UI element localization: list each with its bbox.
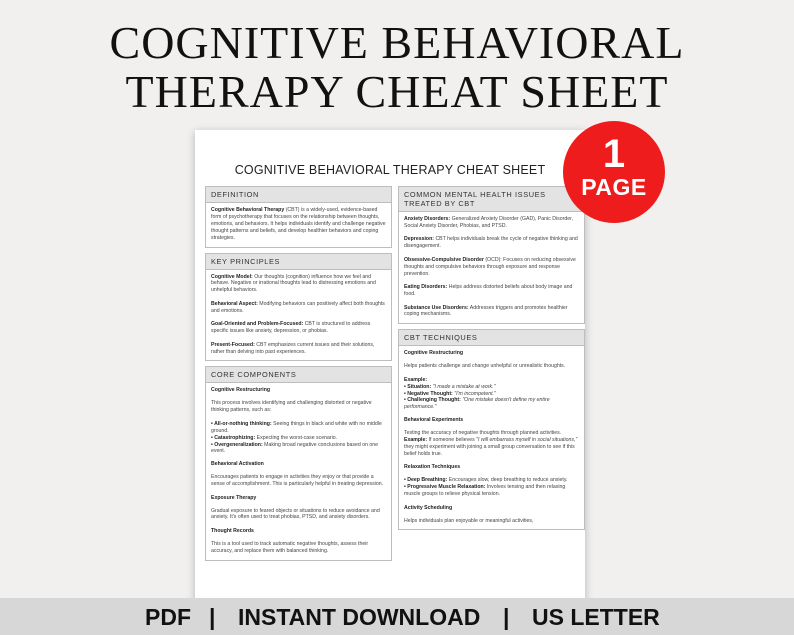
left-column [205, 186, 392, 566]
tech-cr-text: Helps patients challenge and change unhelpful or unrealistic thoughts. [404, 363, 566, 370]
principle-item: Present-Focused: CBT emphasizes current issues and their solutions, rather than delving into past experiences. [211, 341, 375, 355]
tech-as-text: Helps individuals plan enjoyable or meaningful activities, [404, 517, 534, 524]
badge-word: PAGE [581, 174, 647, 200]
core-et-title: Exposure Therapy [211, 494, 257, 501]
us-letter-label: US LETTER [532, 604, 660, 630]
format-pdf-label: PDF [145, 604, 191, 630]
separator: | [209, 604, 216, 630]
core-cr-text: This process involves identifying and challenging distorted or negative thinking patterns, such as: [211, 400, 372, 414]
bottom-banner [0, 598, 794, 635]
core-components-header: CORE COMPONENTS [206, 367, 391, 383]
core-bullet: • Catastrophizing: Expecting the worst-case scenario. [211, 434, 338, 441]
tech-be-title: Behavioral Experiments [404, 417, 464, 424]
definition-header: DEFINITION [206, 187, 391, 203]
tech-be-example: Example: If someone believes "I will embarrass myself in social situations," they might experiment with joining a small group conversation to see if this belief holds true. [404, 437, 578, 457]
techniques-box [398, 329, 585, 530]
principle-item: Behavioral Aspect: Modifying behaviors can positively affect both thoughts and emotions. [211, 300, 385, 314]
issues-box [398, 186, 585, 324]
tech-example-label: Example: [404, 376, 428, 383]
core-components-box [205, 366, 392, 560]
instant-download-label: INSTANT DOWNLOAD [238, 604, 481, 630]
core-ba-title: Behavioral Activation [211, 461, 264, 468]
core-et-text: Gradual exposure to feared objects or situations to reduce avoidance and anxiety. It's often used to treat phobias, PTSD, and anxiety disorders. [211, 507, 380, 521]
right-column [398, 186, 585, 535]
core-bullet: • All-or-nothing thinking: Seeing things in black and white with no middle ground. [211, 420, 382, 434]
tech-cr-title: Cognitive Restructuring [404, 350, 464, 357]
tech-as-title: Activity Scheduling [404, 504, 453, 511]
key-principles-box [205, 253, 392, 362]
tech-challenging: • Challenging Thought: "One mistake doesn't define my entire performance." [404, 397, 550, 411]
badge-number: 1 [602, 132, 626, 176]
sheet-title: COGNITIVE BEHAVIORAL THERAPY CHEAT SHEET [234, 163, 546, 177]
definition-text: Cognitive Behavioral Therapy (CBT) is a widely-used, evidence-based form of psychotherapy that focuses on the relationship between thoughts, emotions, and behaviors. It helps individuals identify and challenge negative thought patterns and beliefs, and develop healthier behaviors and coping strategies. [211, 207, 386, 241]
issues-header: COMMON MENTAL HEALTH ISSUES TREATED BY CBT [399, 187, 584, 212]
tech-deep-breathing: • Deep Breathing: Encourages slow, deep breathing to reduce anxiety. [404, 477, 568, 484]
techniques-header: CBT TECHNIQUES [399, 330, 584, 346]
tech-be-text: Testing the accuracy of negative thoughts through planned activities. [404, 430, 562, 437]
issue-item: Obsessive-Compulsive Disorder (OCD): Focuses on reducing obsessive thoughts and compulsive behaviors through exposure and response prevention. [404, 256, 576, 277]
hero-title-line2: THERAPY CHEAT SHEET [125, 66, 669, 117]
tech-rt-title: Relaxation Techniques [404, 464, 461, 471]
tech-negative: • Negative Thought: "I'm incompetent." [404, 390, 496, 397]
issue-item: Anxiety Disorders: Generalized Anxiety Disorder (GAD), Panic Disorder, Social Anxiety Disorder, Phobias, and PTSD. [404, 216, 573, 229]
issue-item: Depression: CBT helps individuals break the cycle of negative thinking and disengagement. [404, 236, 578, 250]
definition-box [205, 186, 392, 248]
tech-pmr: • Progressive Muscle Relaxation: Involves tensing and then relaxing muscle groups to relieve physical tension. [404, 484, 566, 498]
issue-item: Eating Disorders: Helps address distorted beliefs about body image and food. [404, 284, 573, 298]
key-principles-header: KEY PRINCIPLES [206, 254, 391, 270]
cheat-sheet-preview [195, 130, 585, 610]
core-tr-text: This is a tool used to track automatic negative thoughts, assess their accuracy, and replace them with balanced thinking. [211, 540, 369, 554]
issue-item: Substance Use Disorders: Addresses triggers and promotes healthier coping mechanisms. [404, 304, 568, 318]
principle-item: Cognitive Model: Our thoughts (cognition) influence how we feel and behave. Negative or irrational thoughts lead to distressing emotions and unhelpful behaviors. [211, 273, 376, 294]
core-ba-text: Encourages patients to engage in activities they enjoy or that provide a sense of accomplishment. This is particularly helpful in treating depression. [211, 474, 384, 488]
core-bullet: • Overgeneralization: Making broad negative conclusions based on one event. [211, 441, 379, 455]
hero-title-line1: COGNITIVE BEHAVIORAL [109, 17, 685, 68]
hero-title [0, 18, 794, 116]
separator: | [503, 604, 510, 630]
one-page-badge [563, 121, 665, 223]
tech-situation: • Situation: "I made a mistake at work." [404, 383, 496, 390]
core-tr-title: Thought Records [211, 527, 254, 534]
core-cr-title: Cognitive Restructuring [211, 387, 271, 394]
principle-item: Goal-Oriented and Problem-Focused: CBT is structured to address specific issues like anxiety, depression, or phobias. [211, 321, 371, 335]
